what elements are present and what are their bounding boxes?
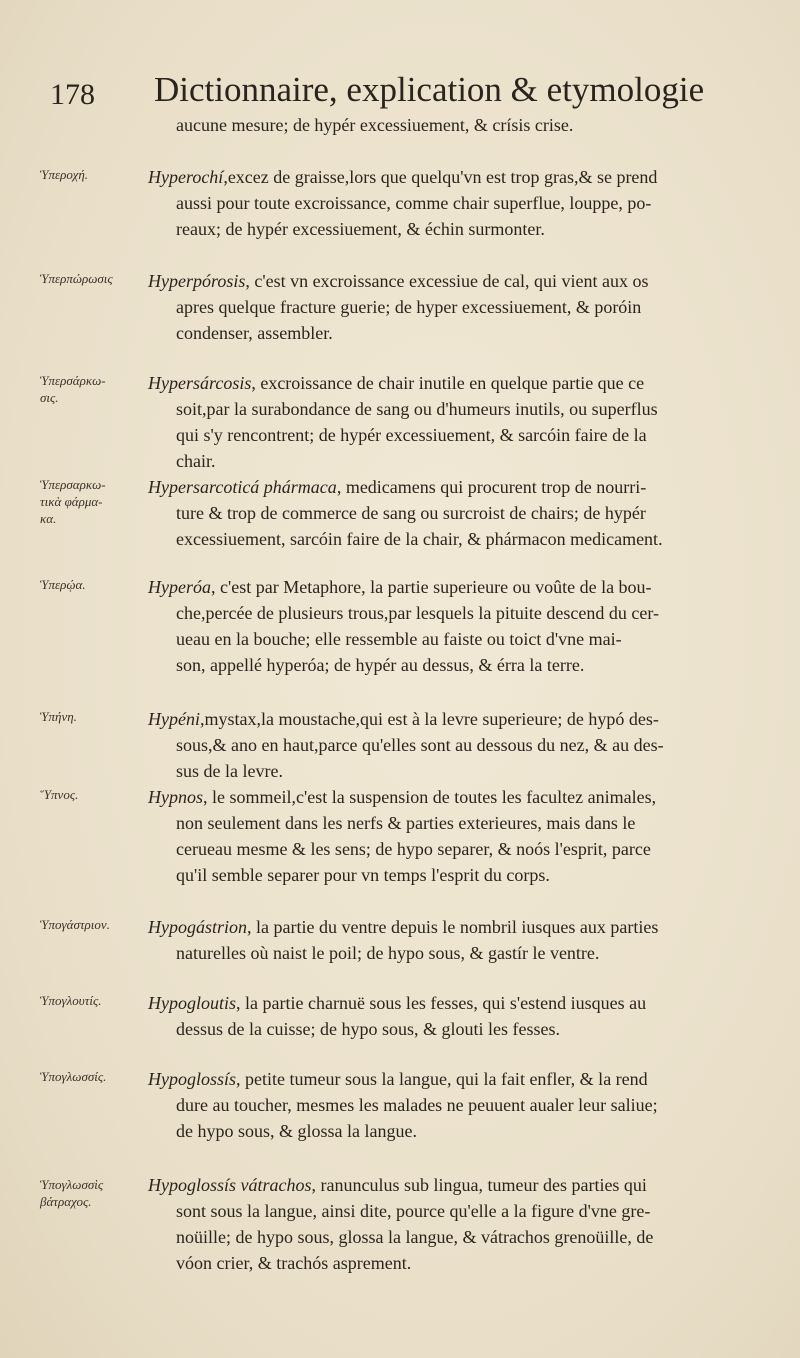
greek-term: βάτραχος.: [40, 1194, 92, 1209]
entry-line: non seulement dans les nerfs & parties exterieures, mais dans le: [176, 813, 636, 833]
entry-line: noüille; de hypo sous, glossa la langue, & vátrachos grenoüille, de: [176, 1227, 654, 1247]
greek-term: Ὕπνος.: [40, 787, 79, 802]
headword: Hypoglossís vátrachos: [148, 1175, 312, 1195]
greek-term: τικὰ φάρμα-: [40, 494, 103, 509]
greek-term: Ὑπερσάρκω-: [40, 373, 106, 388]
greek-term: Ὑπογλουτίς.: [40, 993, 102, 1008]
entry-line: sus de la levre.: [176, 761, 283, 781]
entry-line: reaux; de hypér excessiuement, & échin surmonter.: [176, 219, 545, 239]
page-number: 178: [50, 78, 95, 111]
greek-term: Ὑπογάστριον.: [40, 917, 110, 932]
headword: Hypogástrion: [148, 917, 247, 937]
entry-line: dure au toucher, mesmes les malades ne peuuent aualer leur saliue;: [176, 1095, 658, 1115]
greek-term: Ὑπερπώρωσις: [40, 271, 113, 286]
entry-line: dessus de la cuisse; de hypo sous, & glouti les fesses.: [176, 1019, 560, 1039]
book-page: 178 Dictionnaire, explication & etymologie aucune mesure; de hypér excessiuement, & crísis crise. Ὑπεροχή. Hyperochí,excez de graisse,lors que quelqu'vn est trop gras,& se prend aussi pour toute excroissance, comme chair superflue, louppe, po- reaux; de hypér excessiuement, & échin surmonter. Ὑπερπώρωσις Hyperpórosis, c'est vn excroissance excessiue de cal, qui vient aux os apres quelque fracture guerie; de hyper excessiuement, & poróin condenser, assembler. Ὑπερσάρκω- σις. Hypersárcosis, excroissance de chair inutile en quelque partie que ce soit,par la surabondance de sang ou d'humeurs inutils, ou superflus qui s'y rencontrent; de hypér excessiuement, & sarcóin faire de la chair. Ὑπερσαρκω- τικὰ φάρμα- κα. Hypersarcoticá phármaca, medicamens qui procurent trop de nourri- ture & trop de commerce de sang ou surcroist de chairs; de hypér excessiuement, sarcóin faire de la chair, & phármacon medicament. Ὑπερῴα. Hyperóa, c'est par Metaphore, la partie superieure ou voûte de la bou- che,percée de plusieurs trous,par lesquels la pituite descend du cer- ueau en la bouche; elle ressemble au faiste ou toict d'vne mai- son, appellé hyperóa; de hypér au dessus, & érra la terre. Ὑπήνη. Hypéni,mystax,la moustache,qui est à la levre superieure; de hypó des- sous,& ano en haut,parce qu'elles sont au dessous du nez, & au des- sus de la levre. Ὕπνος. Hypnos, le sommeil,c'est la suspension de toutes les facultez animales, non seulement dans les nerfs & parties exterieures, mais dans le cerueau mesme & les sens; de hypo separer, & noós l'esprit, parce qu'il semble separer pour vn temps l'esprit du corps. Ὑπογάστριον. Hypogástrion, la partie du ventre depuis le nombril iusques aux parties naturelles où naist le poil; de hypo sous, & gastír le ventre. Ὑπογλουτίς. Hypogloutis, la partie charnuë sous les fesses, qui s'estend iusques au dessus de la cuisse; de hypo sous, & glouti les fesses. Ὑπογλωσσίς. Hypoglossís, petite tumeur sous la langue, qui la fait enfler, & la rend dure au toucher, mesmes les malades ne peuuent aualer leur saliue; de hypo sous, & glossa la langue. Ὑπογλωσσὶς βάτραχος. Hypoglossís vátrachos, ranunculus sub lingua, tumeur des parties qui sont sous la langue, ainsi dite, pource qu'elle a la figure d'vne gre- noüille; de hypo sous, glossa la langue, & vátrachos grenoüille, de vóon crier, & trachós asprement.: [0, 0, 800, 1358]
entry-line: sous,& ano en haut,parce qu'elles sont au dessous du nez, & au des-: [176, 735, 664, 755]
entry-line: qu'il semble separer pour vn temps l'esprit du corps.: [176, 865, 550, 885]
greek-term: κα.: [40, 511, 57, 526]
entry-line: qui s'y rencontrent; de hypér excessiuement, & sarcóin faire de la: [176, 425, 647, 445]
greek-term: Ὑπογλωσσίς.: [40, 1069, 107, 1084]
headword: Hyperóa: [148, 577, 211, 597]
continuation-text: aucune mesure; de hypér excessiuement, & crísis crise.: [176, 115, 574, 135]
headword: Hypersárcosis: [148, 373, 252, 393]
headword: Hypogloutis: [148, 993, 236, 1013]
headword: Hypnos: [148, 787, 203, 807]
entry-line: ueau en la bouche; elle ressemble au faiste ou toict d'vne mai-: [176, 629, 622, 649]
entry-line: ture & trop de commerce de sang ou surcroist de chairs; de hypér: [176, 503, 646, 523]
entry-line: de hypo sous, & glossa la langue.: [176, 1121, 417, 1141]
greek-term: Ὑπογλωσσὶς: [40, 1177, 104, 1192]
entry-line: soit,par la surabondance de sang ou d'humeurs inutils, ou superflus: [176, 399, 658, 419]
entry-line: son, appellé hyperóa; de hypér au dessus, & érra la terre.: [176, 655, 585, 675]
greek-term: σις.: [40, 390, 59, 405]
running-title: Dictionnaire, explication & etymologie: [154, 70, 705, 109]
entry-line: naturelles où naist le poil; de hypo sous, & gastír le ventre.: [176, 943, 600, 963]
entry-line: vóon crier, & trachós asprement.: [176, 1253, 412, 1273]
greek-term: Ὑπεροχή.: [40, 167, 89, 182]
greek-term: Ὑπερῴα.: [40, 577, 86, 592]
entry-line: che,percée de plusieurs trous,par lesquels la pituite descend du cer-: [176, 603, 659, 623]
entry-line: cerueau mesme & les sens; de hypo separer, & noós l'esprit, parce: [176, 839, 651, 859]
headword: Hypoglossís: [148, 1069, 237, 1089]
headword: Hypéni: [148, 709, 200, 729]
headword: Hypersarcoticá phármaca: [148, 477, 337, 497]
greek-term: Ὑπερσαρκω-: [40, 477, 106, 492]
entry-line: sont sous la langue, ainsi dite, pource qu'elle a la figure d'vne gre-: [176, 1201, 651, 1221]
headword: Hyperochí: [148, 167, 224, 187]
entry-line: aussi pour toute excroissance, comme chair superflue, louppe, po-: [176, 193, 652, 213]
entry-line: apres quelque fracture guerie; de hyper excessiuement, & poróin: [176, 297, 642, 317]
entry-line: excessiuement, sarcóin faire de la chair, & phármacon medicament.: [176, 529, 663, 549]
greek-term: Ὑπήνη.: [40, 709, 77, 724]
headword: Hyperpórosis: [148, 271, 246, 291]
entry-line: chair.: [176, 451, 216, 471]
entry-line: condenser, assembler.: [176, 323, 333, 343]
